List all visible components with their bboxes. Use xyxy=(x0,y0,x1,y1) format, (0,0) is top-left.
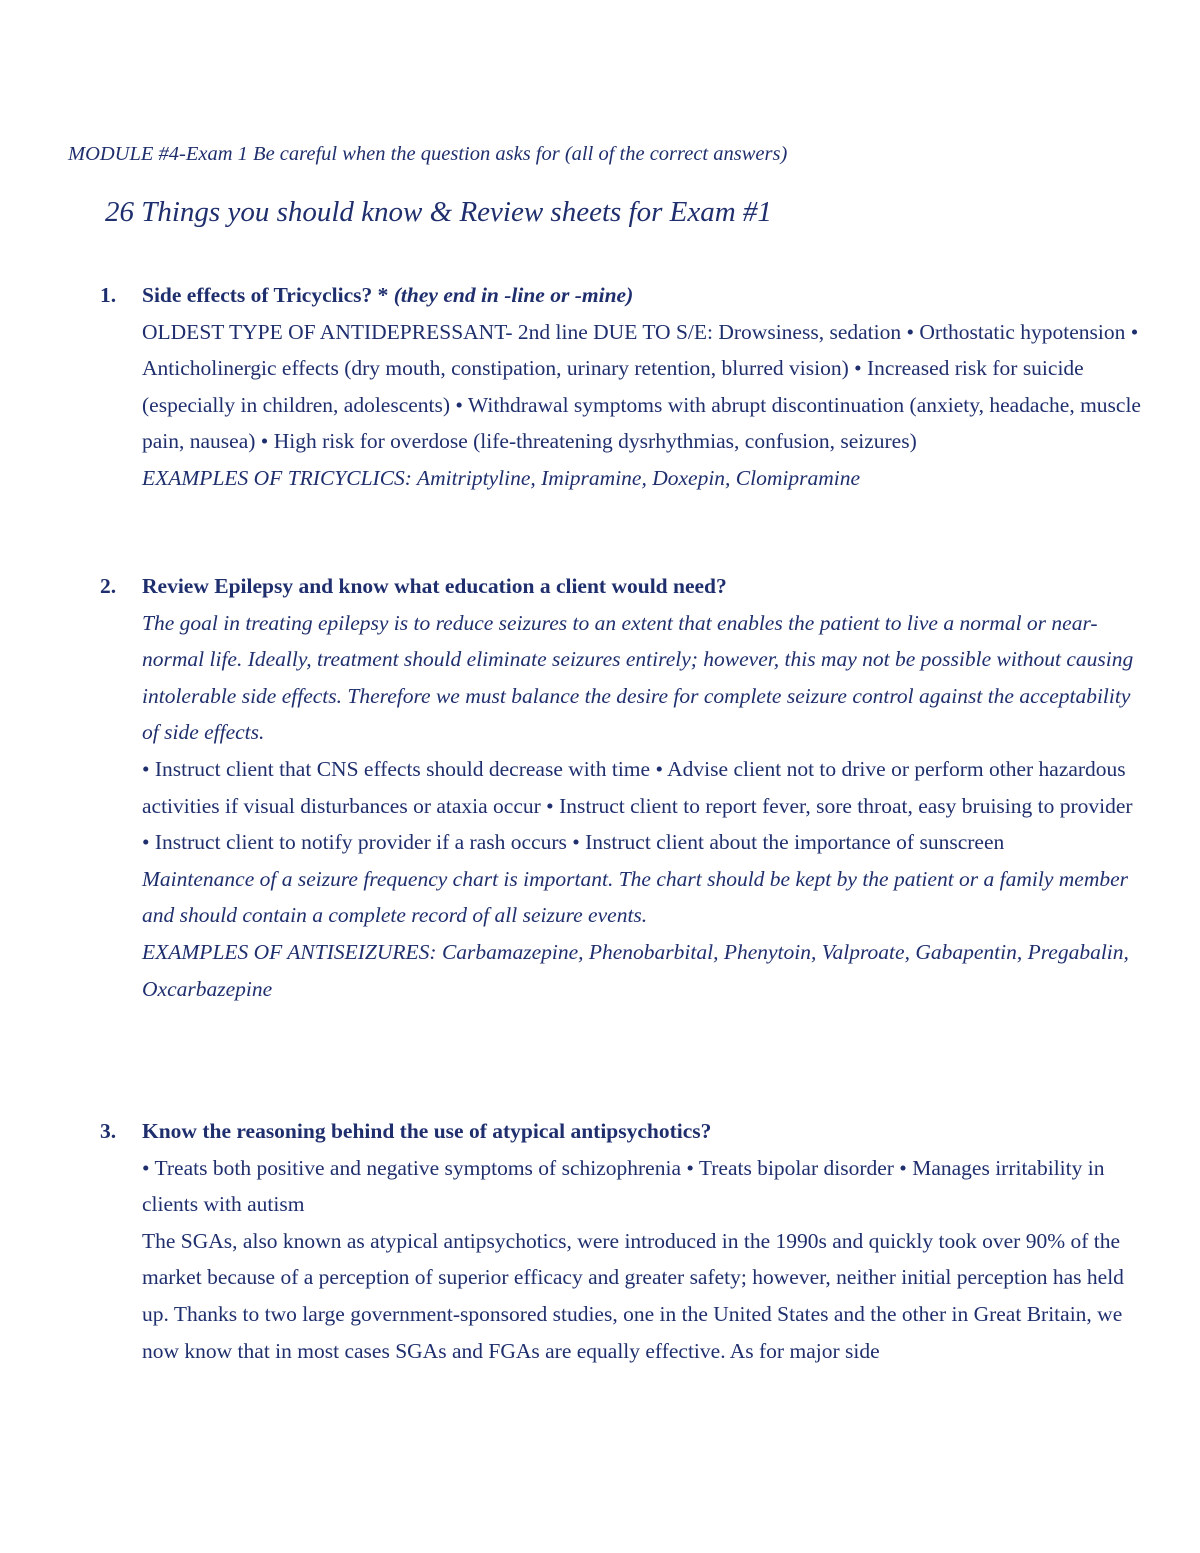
item-number: 1. xyxy=(100,283,117,307)
item-question xyxy=(142,277,1142,314)
item-body xyxy=(142,1113,1142,1369)
item-number: 2. xyxy=(100,574,117,598)
education-paragraph: • Instruct client that CNS effects should decrease with time • Advise client not to drive or perform other hazardous activities if visual disturbances or ataxia occur • Instruct client to report fever, sore throat, easy bruising to provider • Instruct client to notify provider if a rash occurs • Instruct client about the importance of sunscreen xyxy=(142,756,1133,855)
module-heading: MODULE #4-Exam 1 Be careful when the question asks for (all of the correct answers) xyxy=(68,143,788,165)
item-body xyxy=(142,277,1142,497)
question-text: Know the reasoning behind the use of atypical antipsychotics? xyxy=(142,1119,712,1143)
answer-paragraph: • Treats both positive and negative symptoms of schizophrenia • Treats bipolar disorder • Manages irritability in clients with autism xyxy=(142,1155,1105,1217)
item-body xyxy=(142,568,1142,1007)
answer-paragraph: The goal in treating epilepsy is to reduce seizures to an extent that enables the patient to live a normal or near-normal life. Ideally, treatment should eliminate seizures entirely; however, this may not be possible without causing intolerable side effects. Therefore we must balance the desire for complete seizure control against the acceptability of side effects. xyxy=(142,610,1134,745)
chart-paragraph: Maintenance of a seizure frequency chart is important. The chart should be kept by the patient or a family member and should contain a complete record of all seizure events. xyxy=(142,866,1129,928)
question-text: Review Epilepsy and know what education a client would need? xyxy=(142,574,727,598)
item-number: 3. xyxy=(100,1119,117,1143)
item-question xyxy=(142,1113,1142,1150)
examples-paragraph: EXAMPLES OF TRICYCLICS: Amitriptyline, Imipramine, Doxepin, Clomipramine xyxy=(142,465,861,490)
question-text: Side effects of Tricyclics? * xyxy=(142,283,389,307)
page-title: 26 Things you should know & Review sheets for Exam #1 xyxy=(105,196,772,228)
examples-paragraph: EXAMPLES OF ANTISEIZURES: Carbamazepine, Phenobarbital, Phenytoin, Valproate, Gabapentin, Pregabalin, Oxcarbazepine xyxy=(142,939,1129,1001)
answer-paragraph: OLDEST TYPE OF ANTIDEPRESSANT- 2nd line DUE TO S/E: Drowsiness, sedation • Orthostatic hypotension • Anticholinergic effects (dry mouth, constipation, urinary retention, blurred vision) • Increased risk for suicide (especially in children, adolescents) • Withdrawal symptoms with abrupt discontinuation (anxiety, headache, muscle pain, nausea) • High risk for overdose (life-threatening dysrhythmias, confusion, seizures) xyxy=(142,319,1141,454)
explanation-paragraph: The SGAs, also known as atypical antipsychotics, were introduced in the 1990s and quickly took over 90% of the market because of a perception of superior efficacy and greater safety; however, neither initial perception has held up. Thanks to two large government-sponsored studies, one in the United States and the other in Great Britain, we now know that in most cases SGAs and FGAs are equally effective. As for major side xyxy=(142,1228,1124,1363)
item-question xyxy=(142,568,1142,605)
question-note: (they end in -line or -mine) xyxy=(393,283,634,307)
